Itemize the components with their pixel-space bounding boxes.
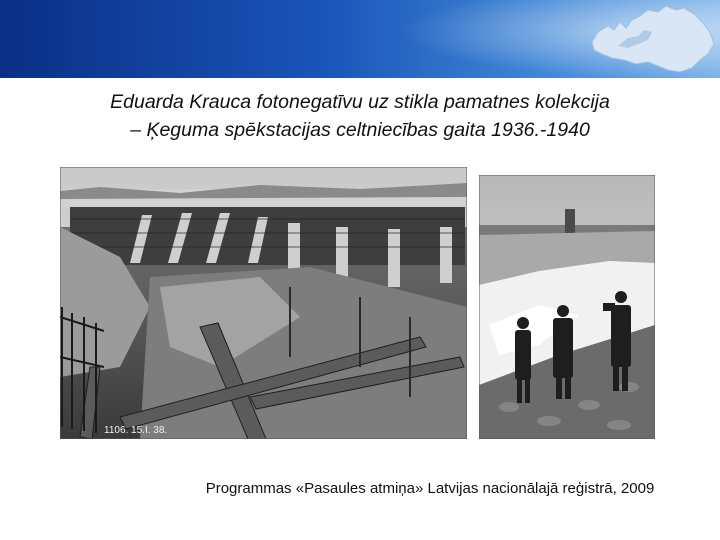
title-line-2: – Ķeguma spēkstacijas celtniecības gaita 1936.-1940 (130, 119, 590, 141)
slide-title (10, 88, 710, 144)
photo-inscription: 1106. 15.I. 38. (104, 425, 168, 436)
header-banner (0, 0, 720, 78)
title-line-1: Eduarda Krauca fotonegatīvu uz stikla pamatnes kolekcija (110, 91, 610, 113)
dam-construction-photo (60, 167, 467, 439)
latvia-map-icon (588, 2, 716, 76)
ice-bank-group-photo (479, 175, 655, 439)
slide-caption: Programmas «Pasaules atmiņa» Latvijas nacionālajā reģistrā, 2009 (205, 480, 655, 497)
